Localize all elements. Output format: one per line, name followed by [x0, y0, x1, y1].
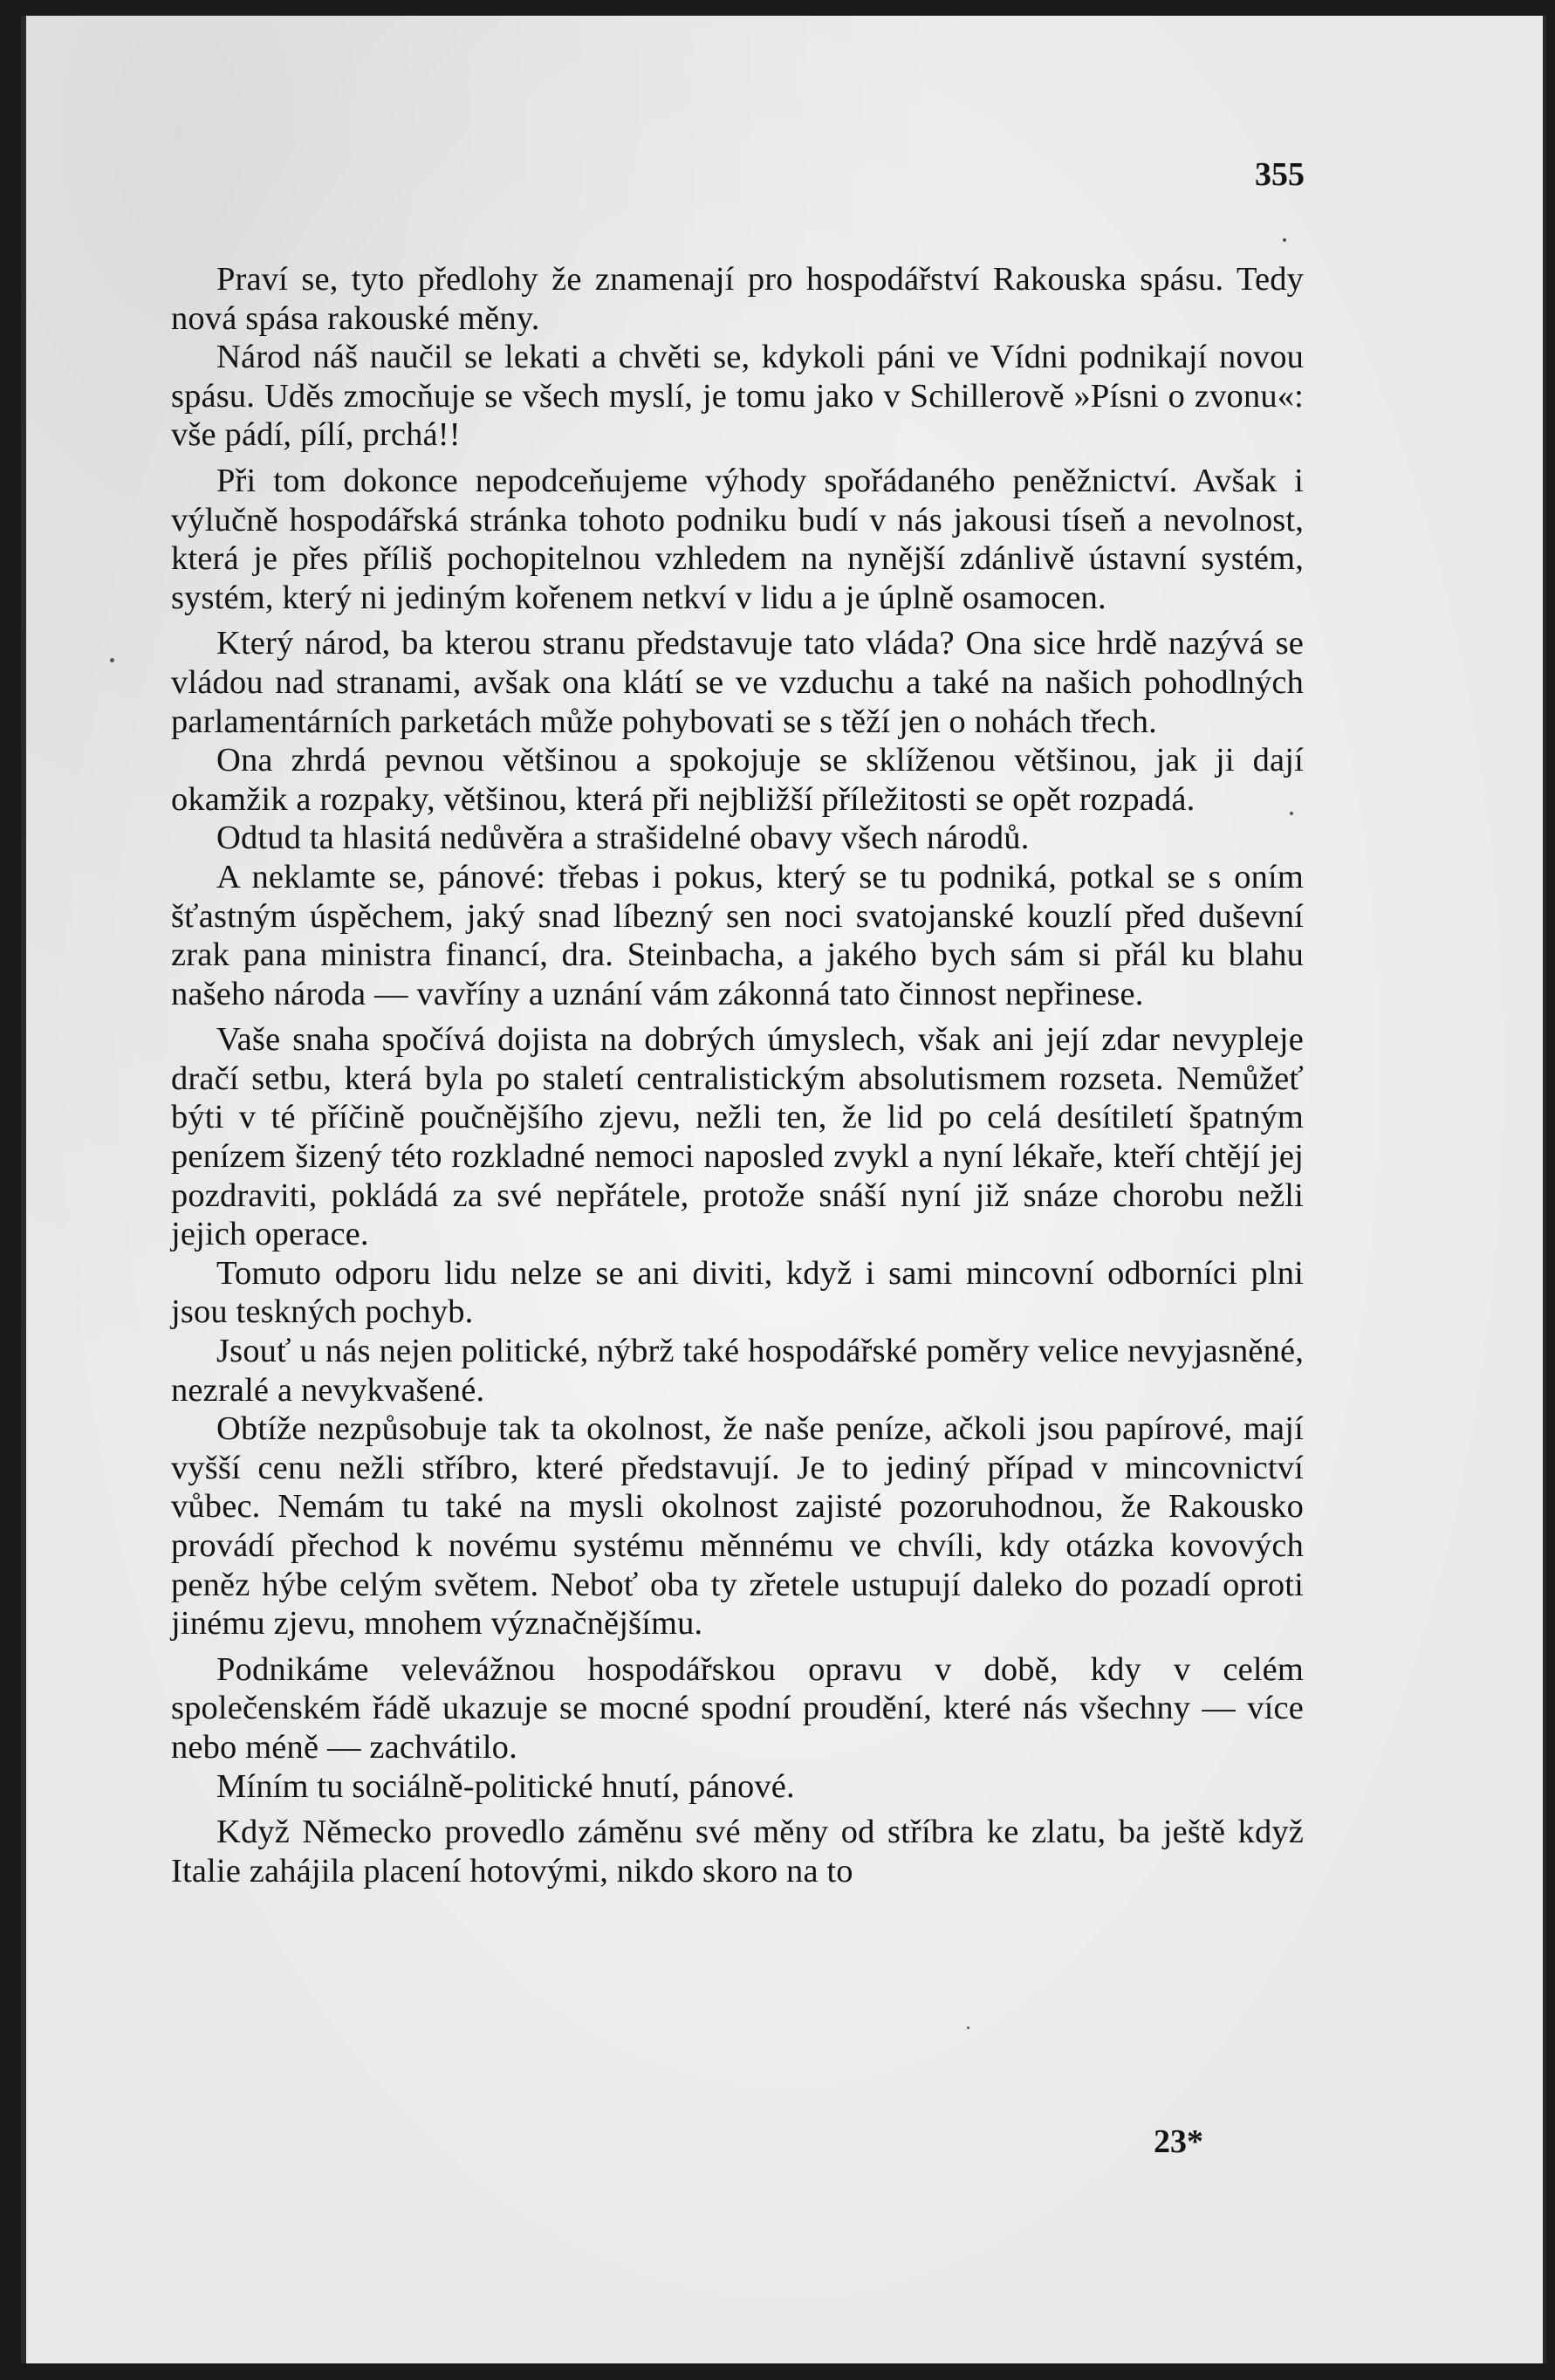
- print-speck: [967, 2027, 969, 2029]
- body-text: [171, 260, 1304, 1890]
- paragraph: Tomuto odporu lidu nelze se ani diviti, když i sami mincovní odborníci plni jsou teskných pochyb.: [171, 1254, 1304, 1331]
- paragraph: Praví se, tyto předlohy že znamenají pro hospodářství Rakouska spásu. Tedy nová spása rakouské měny.: [171, 261, 1304, 337]
- paragraph: Ona zhrdá pevnou většinou a spokojuje se sklíženou většinou, jak ji dají okamžik a rozpaky, většinou, která při nejbližší příležitosti se opět rozpadá.: [171, 742, 1304, 818]
- paragraph: Obtíže nezpůsobuje tak ta okolnost, že naše peníze, ačkoli jsou papírové, mají vyšší cenu nežli stříbro, které představují. Je to jediný případ v mincovnictví vůbec. Nemám tu také na mysli okolnost zajisté pozoruhodnou, že Rakousko provádí přechod k novému systému měnnému ve chvíli, kdy otázka kovových peněz hýbe celým světem. Neboť oba ty zřetele ustupují daleko do pozadí oproti jinému zjevu, mnohem význačnějšímu.: [171, 1410, 1304, 1643]
- paragraph: Podnikáme velevážnou hospodářskou opravu v době, kdy v celém společenském řádě ukazuje se mocné spodní proudění, které nás všechny — více nebo méně — zachvátilo.: [171, 1650, 1304, 1766]
- paragraph: Jsouť u nás nejen politické, nýbrž také hospodářské poměry velice nevyjasněné, nezralé a nevykvašené.: [171, 1333, 1304, 1409]
- paragraph: Vaše snaha spočívá dojista na dobrých úmyslech, však ani její zdar nevyplejе dračí setbu, která byla po staletí centralistickým absolutismem rozseta. Nemůžeť býti v té příčině poučnějšího zjevu, nežli ten, že lid po celá desítiletí špatným penízem šizený této rozkladné nemoci naposled zvykl a nyní lékaře, kteří chtějí jej pozdraviti, pokládá za své nepřátele, protože snáší nyní již snáze chorobu nežli jejich operace.: [171, 1021, 1304, 1253]
- page-number: 355: [1255, 156, 1305, 193]
- paragraph: Odtud ta hlasitá nedůvěra a strašidelné obavy všech národů.: [216, 820, 1030, 857]
- signature-mark: 23*: [1154, 2123, 1203, 2160]
- paragraph: Který národ, ba kterou stranu představuje tato vláda? Ona sice hrdě nazývá se vládou nad stranami, avšak ona klátí se ve vzduchu a také na našich pohodlných parlamentárních parketách může pohybovati se s těží jen o nohách třech.: [171, 625, 1304, 740]
- print-speck: [110, 658, 114, 662]
- paragraph: Při tom dokonce nepodceňujeme výhody spořádaného peněžnictví. Avšak i výlučně hospodářská stránka tohoto podniku budí v nás jakousi tíseň a nevolnost, která je přes příliš pochopitelnou vzhledem na nynější zdánlivě ústavní systém, systém, který ni jediným kořenem netkví v lidu a je úplně osamocen.: [171, 462, 1304, 616]
- paragraph: A neklamte se, pánové: třebas i pokus, který se tu podniká, potkal se s oním šťastným úspěchem, jaký snad líbezný sen noci svatojanské kouzlí před duševní zrak pana ministra financí, dra. Steinbacha, a jakého bych sám si přál ku blahu našeho národa — vavříny a uznání vám zákonná tato činnost nepřinese.: [171, 858, 1304, 1012]
- paragraph: Míním tu sociálně-politické hnutí, pánové.: [216, 1767, 795, 1805]
- print-speck: [1283, 238, 1286, 242]
- paragraph: Když Německo provedlo záměnu své měny od stříbra ke zlatu, ba ještě když Italie zahájila placení hotovými, nikdo skoro na to: [171, 1814, 1304, 1890]
- paragraph: Národ náš naučil se lekati a chvěti se, kdykoli páni ve Vídni podnikají novou spásu. Uděs zmocňuje se všech myslí, je tomu jako v Schillerově »Písni o zvonu«: vše pádí, pílí, prchá!!: [171, 339, 1304, 454]
